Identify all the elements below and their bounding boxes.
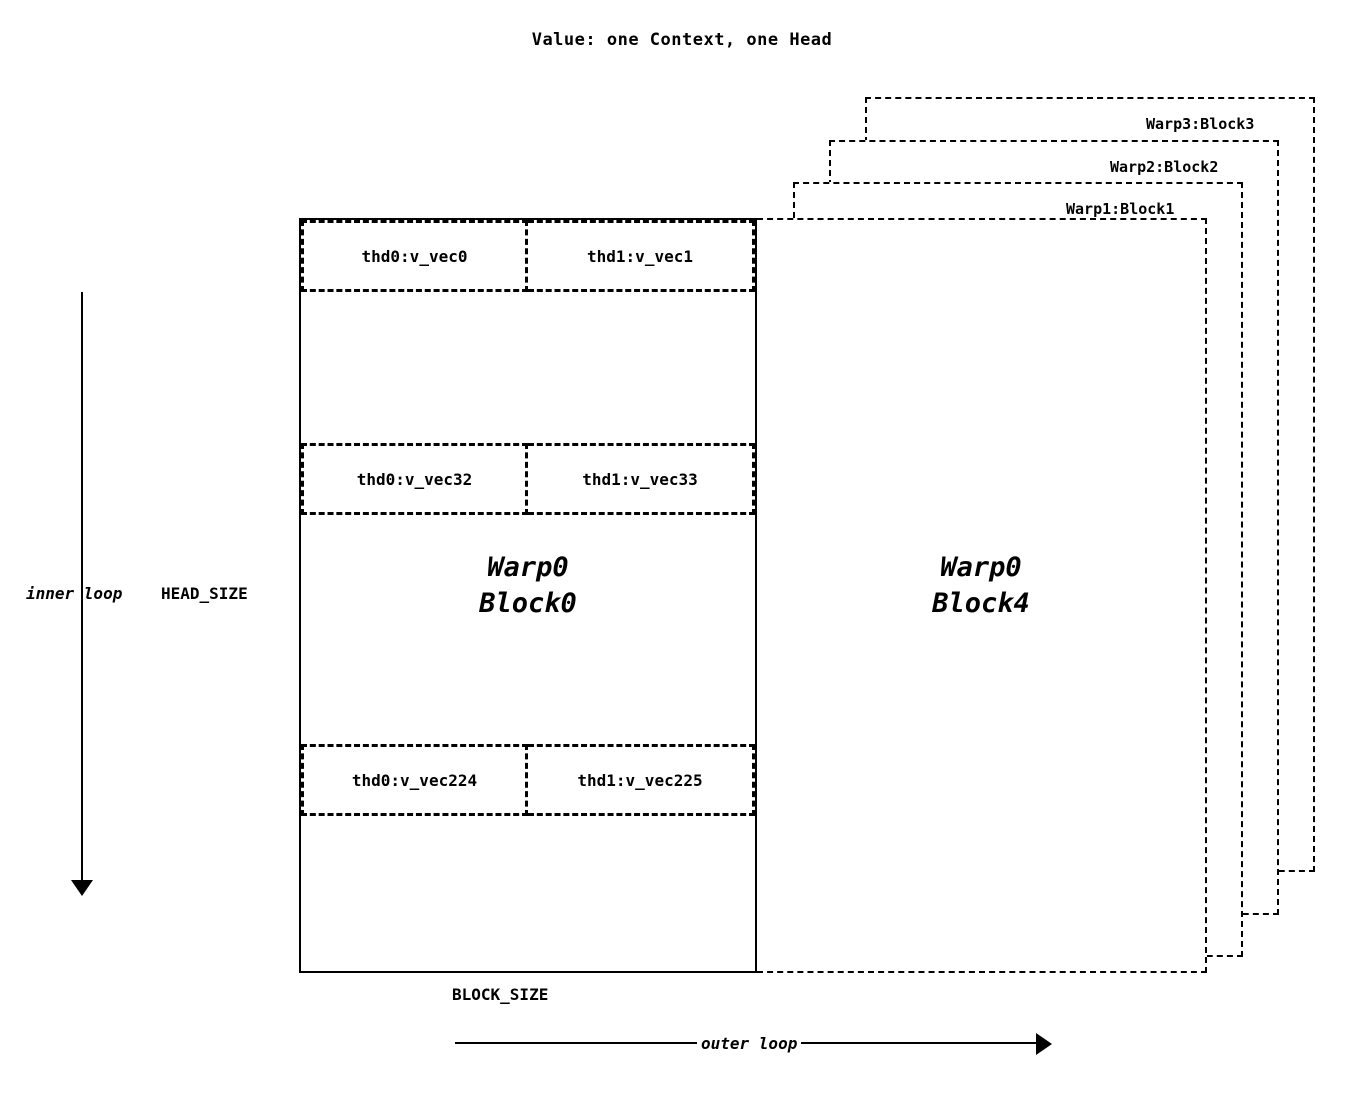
thread-cell: thd1:v_vec225 — [528, 744, 755, 816]
stack-block-2-label: Warp2:Block2 — [1110, 158, 1219, 176]
stack-block-1-label: Warp1:Block1 — [1066, 200, 1175, 218]
page-title: Value: one Context, one Head — [531, 30, 833, 50]
inner-loop-label: inner loop — [26, 584, 123, 603]
block-size-label: BLOCK_SIZE — [452, 985, 549, 1004]
block-4-warp-label: Warp0 — [940, 552, 1022, 583]
block-4 — [757, 218, 1207, 973]
stack-block-3-label: Warp3:Block3 — [1146, 115, 1255, 133]
thread-row-0 — [301, 220, 755, 292]
block-0-block-label: Block0 — [479, 588, 577, 620]
block-0 — [299, 218, 757, 973]
block-0-warp-label: Warp0 — [487, 552, 569, 583]
thread-cell: thd1:v_vec33 — [528, 443, 755, 515]
thread-cell: thd0:v_vec0 — [301, 220, 528, 292]
thread-row-1 — [301, 443, 755, 515]
outer-loop-arrowhead — [1036, 1033, 1052, 1055]
block-4-caption — [757, 550, 1205, 623]
thread-cell: thd1:v_vec1 — [528, 220, 755, 292]
inner-loop-arrowhead — [71, 880, 93, 896]
thread-row-2 — [301, 744, 755, 816]
thread-cell: thd0:v_vec32 — [301, 443, 528, 515]
block-4-block-label: Block4 — [932, 588, 1030, 620]
thread-cell: thd0:v_vec224 — [301, 744, 528, 816]
head-size-label: HEAD_SIZE — [161, 584, 248, 603]
outer-loop-label: outer loop — [697, 1034, 801, 1053]
block-0-caption — [301, 550, 755, 623]
